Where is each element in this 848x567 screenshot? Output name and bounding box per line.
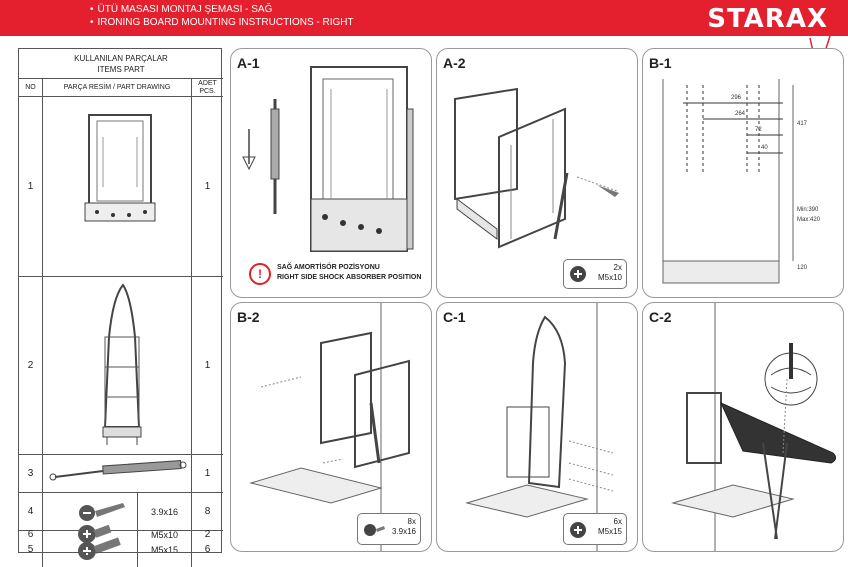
screw-icon (568, 264, 588, 284)
row-pcs: 1 (191, 277, 223, 454)
dim-264: 264 (735, 111, 746, 117)
badge-qty: 2x (613, 263, 622, 272)
dim-120: 120 (797, 265, 808, 271)
warning-text-tr: SAĞ AMORTİSÖR POZİSYONU (277, 264, 380, 271)
col-pcs-2: PCS. (199, 87, 216, 95)
col-no: NO (19, 79, 43, 97)
c2-drawing (643, 303, 844, 552)
badge-spec: 3.9x16 (391, 527, 416, 536)
panel-label: A-1 (237, 55, 260, 71)
shock-absorber-warning (249, 263, 429, 283)
row-pcs: 2 (191, 516, 223, 553)
parts-row-2 (19, 277, 223, 455)
row-spec: M5x15 (137, 531, 191, 567)
header-titles (90, 3, 354, 29)
wood-screw-icon (362, 520, 386, 540)
row-no: 1 (19, 97, 43, 276)
parts-title-en: ITEMS PART (97, 65, 145, 74)
panel-c2 (642, 302, 844, 552)
badge-qty: 8x (407, 517, 416, 526)
screw-badge-a2 (563, 259, 627, 289)
dim-296: 296 (731, 95, 742, 101)
panel-label: C-2 (649, 309, 672, 325)
badge-qty: 6x (613, 517, 622, 526)
panel-b1 (642, 48, 844, 298)
ironing-board-drawing (43, 277, 191, 454)
row-pcs: 6 (191, 531, 223, 567)
dim-72: 72 (755, 127, 762, 133)
badge-spec: M5x10 (597, 273, 622, 282)
parts-table-title (19, 49, 223, 79)
panel-b2 (230, 302, 432, 552)
header-bar (0, 0, 848, 36)
col-drawing: PARÇA RESİM / PART DRAWING (43, 79, 191, 97)
frame-drawing (43, 97, 191, 276)
row-no: 3 (19, 455, 43, 492)
row-no: 4 (19, 493, 43, 530)
title-turkish: • ÜTÜ MASASI MONTAJ ŞEMASI - SAĞ (90, 3, 354, 16)
parts-table (18, 48, 222, 553)
warning-text-en: RIGHT SIDE SHOCK ABSORBER POSITION (277, 274, 422, 281)
dim-417: 417 (797, 121, 808, 127)
panel-a2 (436, 48, 638, 298)
screw-badge-c1 (563, 513, 627, 545)
a1-drawing (231, 49, 432, 298)
col-pcs-1: ADET (198, 79, 217, 87)
shock-absorber-drawing (43, 455, 191, 492)
parts-row-6 (18, 516, 222, 553)
panel-label: B-2 (237, 309, 260, 325)
panel-c1 (436, 302, 638, 552)
row-spec: 3.9x16 (137, 493, 191, 530)
screw-badge-b2 (357, 513, 421, 545)
title-english: • IRONING BOARD MOUNTING INSTRUCTIONS - RIGHT (90, 16, 354, 29)
machine-screw-m5x10-icon (43, 516, 137, 553)
badge-spec: M5x15 (597, 527, 622, 536)
b1-wall-diagram (643, 49, 844, 298)
col-pcs (191, 79, 223, 97)
panel-label: A-2 (443, 55, 466, 71)
row-pcs: 1 (191, 455, 223, 492)
dim-min: Min:390 (797, 207, 819, 213)
row-pcs: 8 (191, 493, 223, 530)
parts-title-tr: KULLANILAN PARÇALAR (74, 54, 168, 63)
dim-max: Max:420 (797, 217, 821, 223)
panel-a1 (230, 48, 432, 298)
row-spec: M5x10 (137, 516, 191, 553)
parts-row-3 (19, 455, 223, 493)
row-no: 6 (19, 516, 43, 553)
row-no: 2 (19, 277, 43, 454)
screw-icon (568, 520, 588, 540)
dim-40: 40 (761, 145, 768, 151)
parts-row-6-inner (19, 516, 223, 553)
parts-row-1 (19, 97, 223, 277)
panel-label: C-1 (443, 309, 466, 325)
row-no: 5 (19, 531, 43, 567)
panel-label: B-1 (649, 55, 672, 71)
warning-icon: ! (249, 263, 271, 285)
brand-logo: STARAX (707, 4, 828, 34)
row-pcs: 1 (191, 97, 223, 276)
